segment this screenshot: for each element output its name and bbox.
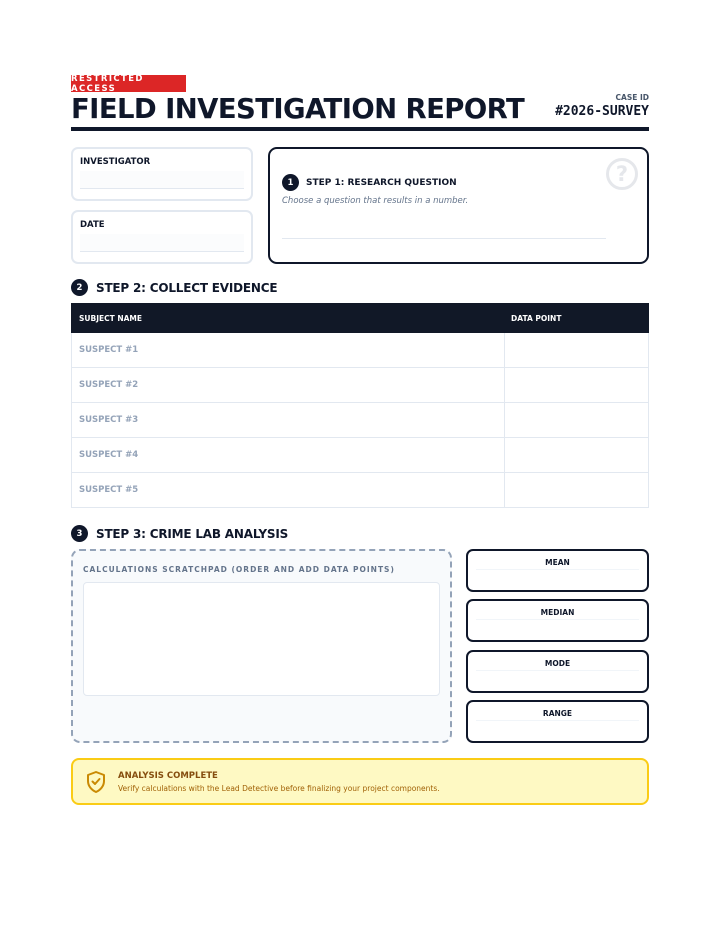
column-header-subject: SUBJECT NAME [79,313,143,323]
table-row [71,403,649,438]
range-box[interactable] [466,700,649,743]
median-divider [476,619,639,620]
subject-cell[interactable]: SUSPECT #1 [72,333,505,367]
mode-divider [476,670,639,671]
subject-cell[interactable]: SUSPECT #2 [72,368,505,402]
investigator-input[interactable] [80,171,244,188]
alert-message: Verify calculations with the Lead Detective before finalizing your project components. [118,784,440,793]
header-divider [71,127,649,131]
investigator-field[interactable] [71,147,253,201]
analysis-complete-alert [71,758,649,805]
question-mark-circle-icon: ? [606,158,638,190]
investigator-label: INVESTIGATOR [80,157,151,167]
mode-box[interactable] [466,650,649,693]
table-row [71,473,649,508]
table-row [71,368,649,403]
step1-number: 1 [282,174,299,191]
step3-heading [71,525,288,542]
research-question-input[interactable] [282,238,606,239]
step1-heading [282,174,457,191]
table-row [71,333,649,368]
date-underline [80,251,244,252]
evidence-table [71,303,649,508]
subject-cell[interactable]: SUSPECT #5 [72,473,505,507]
restricted-access-badge: RESTRICTED ACCESS [71,75,186,92]
mean-divider [476,569,639,570]
median-box[interactable] [466,599,649,642]
table-header [71,303,649,333]
date-field[interactable] [71,210,253,264]
mean-label: MEAN [545,558,570,567]
case-id-value: #2026-SURVEY [555,104,649,119]
subject-cell[interactable]: SUSPECT #3 [72,403,505,437]
column-header-data-point: DATA POINT [511,313,562,323]
data-point-cell[interactable] [505,368,648,402]
case-id-label: CASE ID [615,93,649,102]
range-label: RANGE [542,709,573,718]
mode-label: MODE [544,659,571,668]
step3-number: 3 [71,525,88,542]
date-label: DATE [80,220,105,230]
step3-title: STEP 3: CRIME LAB ANALYSIS [96,526,289,541]
date-input[interactable] [80,234,244,251]
calculations-scratchpad [71,549,452,743]
step1-title: STEP 1: RESEARCH QUESTION [306,177,457,188]
data-point-cell[interactable] [505,473,648,507]
median-label: MEDIAN [540,608,575,617]
step2-title: STEP 2: COLLECT EVIDENCE [96,280,278,295]
mean-box[interactable] [466,549,649,592]
range-divider [476,720,639,721]
data-point-cell[interactable] [505,333,648,367]
research-question-card[interactable] [268,147,649,264]
investigator-underline [80,188,244,189]
step2-heading [71,279,277,296]
data-point-cell[interactable] [505,438,648,472]
scratchpad-label: CALCULATIONS SCRATCHPAD (ORDER AND ADD DATA POINTS) [83,565,395,574]
step2-number: 2 [71,279,88,296]
table-row [71,438,649,473]
scratchpad-input[interactable] [83,582,440,696]
alert-title: ANALYSIS COMPLETE [118,771,218,781]
shield-check-icon [85,770,107,794]
subject-cell[interactable]: SUSPECT #4 [72,438,505,472]
page-title: FIELD INVESTIGATION REPORT [71,93,525,125]
data-point-cell[interactable] [505,403,648,437]
step1-hint: Choose a question that results in a number. [282,196,469,206]
